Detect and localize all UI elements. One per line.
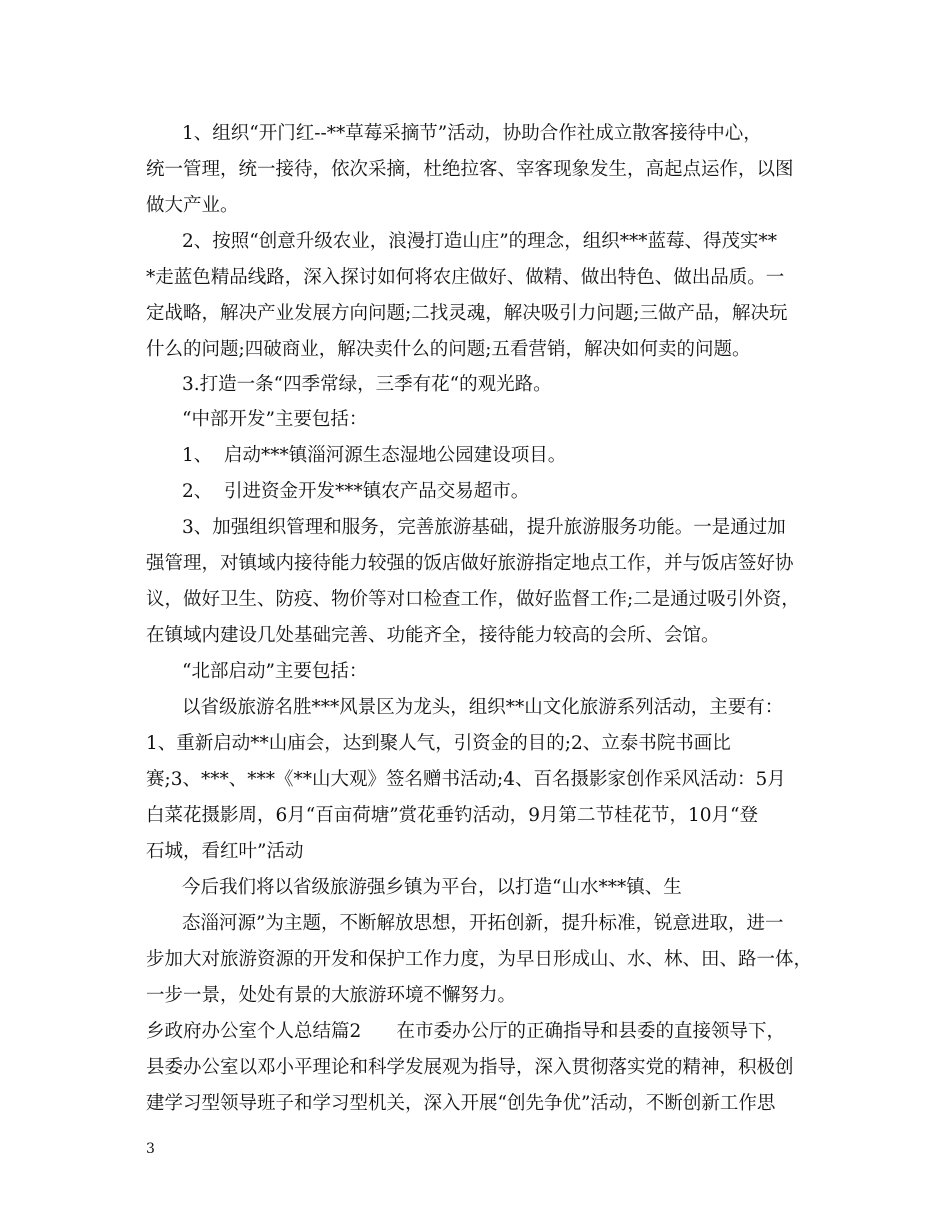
text-line: *走蓝色精品线路，深入探讨如何将农庄做好、做精、做出特色、做出品质。一	[146, 267, 785, 288]
text-line: 3、加强组织管理和服务，完善旅游基础，提升旅游服务功能。一是通过加	[182, 517, 786, 538]
text-line: 县委办公室以邓小平理论和科学发展观为指导，深入贯彻落实党的精神，积极创	[146, 1057, 794, 1078]
text-line: 议，做好卫生、防疫、物价等对口检查工作，做好监督工作;二是通过吸引外资，	[146, 589, 800, 610]
text-line: 强管理，对镇域内接待能力较强的饭店做好旅游指定地点工作，并与饭店签好协	[146, 553, 794, 574]
text-line: 今后我们将以省级旅游强乡镇为平台，以打造“山水***镇、生	[182, 877, 682, 898]
text-line: 步加大对旅游资源的开发和保护工作力度，为早日形成山、水、林、田、路一体，	[146, 949, 813, 970]
text-line: 1、组织“开门红--**草莓采摘节”活动，协助合作社成立散客接待中心，	[182, 123, 762, 144]
text-line: 3.打造一条“四季常绿，三季有花“的观光路。	[182, 374, 552, 395]
section-heading: “中部开发”主要包括：	[182, 409, 368, 430]
text-line: 白菜花摄影周，6月“百亩荷塘”赏花垂钓活动，9月第二节桂花节，10月“登	[146, 805, 758, 826]
text-line: 做大产业。	[146, 195, 239, 216]
text-line: 乡政府办公室个人总结篇2 在市委办公厅的正确指导和县委的直接领导下，	[146, 1021, 786, 1042]
text-line: 2、按照“创意升级农业，浪漫打造山庄”的理念，组织***蓝莓、得茂实**	[182, 231, 777, 252]
text-line: 统一管理，统一接待，依次采摘，杜绝拉客、宰客现象发生，高起点运作，以图	[146, 159, 794, 180]
text-line: 在镇域内建设几处基础完善、功能齐全，接待能力较高的会所、会馆。	[146, 625, 720, 646]
page-number: 3	[146, 1141, 155, 1157]
section-heading: “北部启动”主要包括：	[182, 661, 368, 682]
text-line: 2、 引进资金开发***镇农产品交易超市。	[182, 481, 530, 502]
text-line: 1、 启动***镇淄河源生态湿地公园建设项目。	[182, 445, 567, 466]
text-line: 什么的问题;四破商业，解决卖什么的问题;五看营销，解决如何卖的问题。	[146, 339, 751, 360]
text-line: 石城，看红叶”活动	[146, 841, 304, 862]
text-line: 定战略，解决产业发展方向问题;二找灵魂，解决吸引力问题;三做产品，解决玩	[146, 303, 788, 324]
text-line: 1、重新启动**山庙会，达到聚人气，引资金的目的;2、立泰书院书画比	[146, 733, 731, 754]
text-line: 一步一景，处处有景的大旅游环境不懈努力。	[146, 985, 517, 1006]
text-line: 以省级旅游名胜***风景区为龙头，组织**山文化旅游系列活动，主要有：	[182, 697, 784, 718]
text-line: 赛;3、***、***《**山大观》签名赠书活动;4、百名摄影家创作采风活动：5月	[146, 769, 786, 790]
text-line: 态淄河源”为主题，不断解放思想，开拓创新，提升标准，锐意进取，进一	[182, 913, 784, 934]
text-line: 建学习型领导班子和学习型机关，深入开展“创先争优”活动，不断创新工作思	[146, 1093, 776, 1114]
